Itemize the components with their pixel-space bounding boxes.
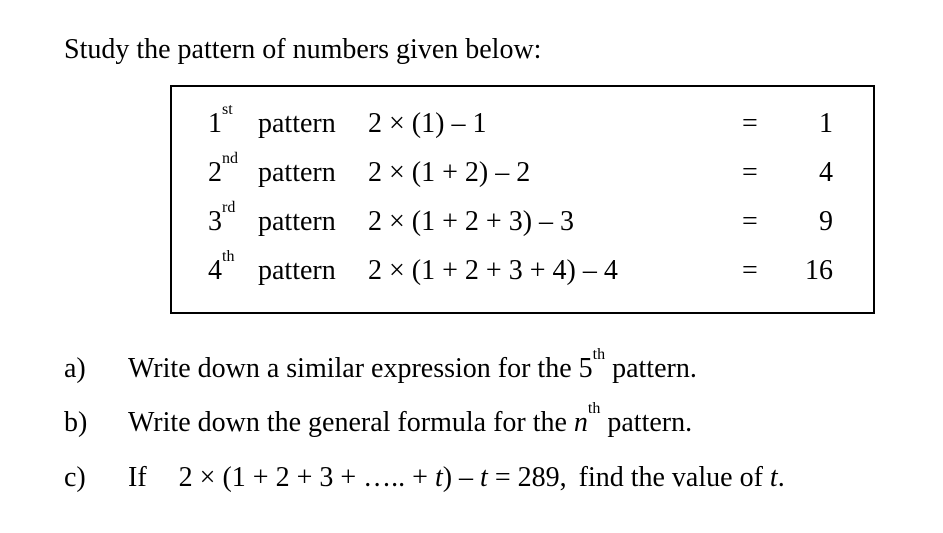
pattern-result: 1 [819, 108, 833, 139]
pattern-word: pattern [258, 255, 336, 286]
pattern-expression: 2 × (1) – 1 [368, 108, 487, 139]
question-text: If 2 × (1 + 2 + 3 + ….. + t) – t = 289, find the value of t. [128, 462, 785, 493]
pattern-row-2 [172, 150, 873, 193]
pattern-row-4 [172, 248, 873, 291]
equals-sign: = [742, 206, 758, 237]
pattern-expression: 2 × (1 + 2 + 3) – 3 [368, 206, 575, 237]
pattern-box [170, 85, 875, 314]
pattern-result: 4 [819, 157, 833, 188]
intro-text: Study the pattern of numbers given below: [64, 34, 542, 65]
question-label: b) [64, 407, 88, 438]
pattern-result: 16 [805, 255, 833, 286]
pattern-row-3 [172, 199, 873, 242]
question-label: a) [64, 353, 86, 384]
pattern-word: pattern [258, 157, 336, 188]
pattern-result: 9 [819, 206, 833, 237]
pattern-word: pattern [258, 108, 336, 139]
pattern-row-1 [172, 101, 873, 144]
pattern-expression: 2 × (1 + 2 + 3 + 4) – 4 [368, 255, 618, 286]
equals-sign: = [742, 255, 758, 286]
question-text: Write down a similar expression for the 5th pattern. [128, 346, 697, 384]
equals-sign: = [742, 157, 758, 188]
pattern-ordinal: 2nd [208, 150, 238, 188]
pattern-word: pattern [258, 206, 336, 237]
pattern-ordinal: 3rd [208, 199, 236, 237]
pattern-ordinal: 4th [208, 248, 235, 286]
pattern-ordinal: 1st [208, 101, 233, 139]
question-label: c) [64, 462, 86, 493]
pattern-expression: 2 × (1 + 2) – 2 [368, 157, 531, 188]
equals-sign: = [742, 108, 758, 139]
question-text: Write down the general formula for the $n^{th}$ pattern. [128, 400, 693, 438]
